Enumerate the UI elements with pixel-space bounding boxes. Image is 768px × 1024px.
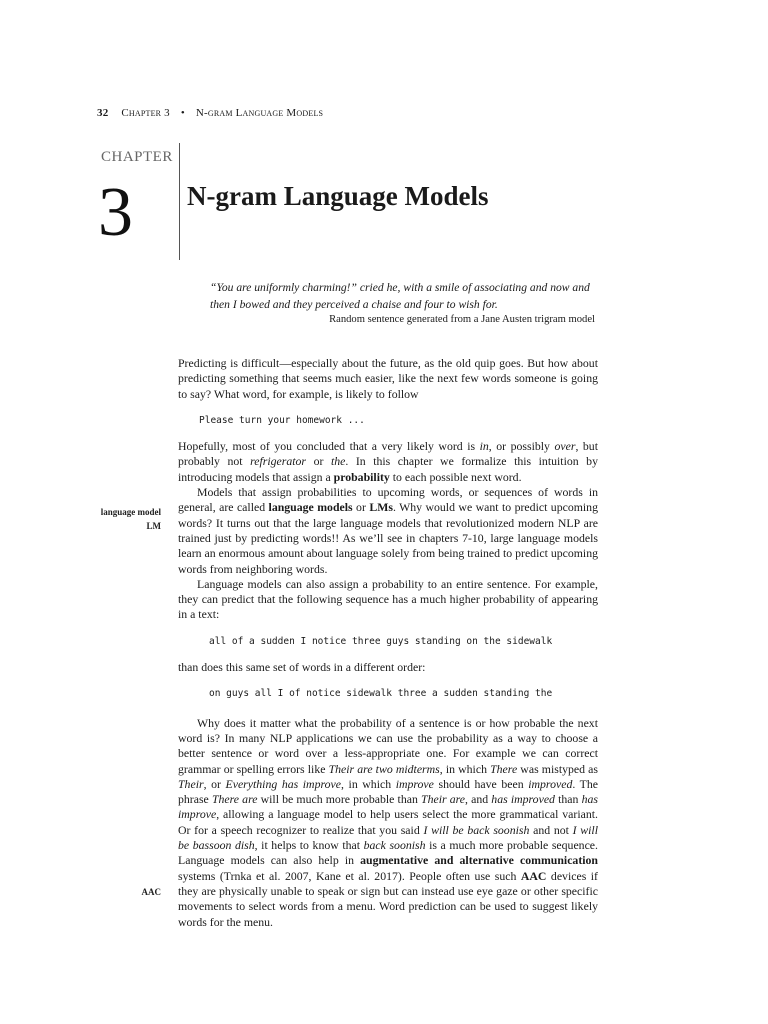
- running-head-separator: •: [180, 107, 185, 119]
- term-language-models: language models: [268, 500, 353, 515]
- code-example-sentence: all of a sudden I notice three guys standing on the sidewalk: [209, 635, 553, 647]
- chapter-number: 3: [98, 174, 133, 251]
- margin-note-lm: LM: [146, 521, 161, 531]
- paragraph-different-order: than does this same set of words in a different order:: [178, 660, 426, 675]
- margin-note-aac: AAC: [141, 887, 161, 897]
- term-aac-full: augmentative and alternative communication: [360, 853, 598, 868]
- code-example-scrambled: on guys all I of notice sidewalk three a sudden standing the: [209, 688, 553, 700]
- term-lms: LMs: [369, 500, 393, 515]
- paragraph-hopefully: Hopefully, most of you concluded that a very likely word is in, or possibly over, but probably not refrigerator or the. In this chapter we formalize this intuition by introducing models that assign a probability to each possible next word.: [178, 439, 598, 484]
- paragraph-intro: Predicting is difficult—especially about the future, as the old quip goes. But how about predicting something that seems much easier, like the next few words someone is going to say? What word, for example, is likely to follow: [178, 356, 598, 401]
- paragraph-sentence-probability: Language models can also assign a probability to an entire sentence. For example, they can predict that the following sequence has a much higher probability of appearing in a text:: [178, 576, 598, 622]
- paragraph-why-matters: Why does it matter what the probability of a sentence is or how probable the next word is? In many NLP applications we can use the probability as a way to choose a better sentence or word over a less-appropriate one. For example we can correct grammar or spelling errors like Their are two midterms, in which There was mistyped as Their, or Everything has improve, in which improve should have been improved. The phrase There are will be much more probable than Their are, and has improved than has improve, allowing a language model to help users select the more grammatical variant. Or for a speech recognizer to realize that you said I will be back soonish and not I will be bassoon dish, it helps to know that back soonish is a much more probable sequence. Language models can also help in augmentative and alternative communication systems (Trnka et al. 2007, Kane et al. 2017). People often use such AAC devices if they are physically unable to speak or sign but can instead use eye gaze or other specific movements to select words from a menu. Word prediction can be used to suggest likely words for the menu.: [178, 715, 598, 929]
- running-head-chapter: Chapter 3: [121, 107, 170, 119]
- epigraph-source: Random sentence generated from a Jane Austen trigram model: [329, 314, 595, 325]
- citation[interactable]: Trnka et al. 2007, Kane et al. 2017: [223, 868, 398, 883]
- margin-note-language-model: language model: [100, 507, 161, 517]
- running-head: [97, 107, 323, 119]
- code-example-homework: Please turn your homework ...: [199, 414, 365, 426]
- term-probability: probability: [333, 469, 390, 484]
- body-text: [178, 356, 598, 930]
- chapter-divider: [179, 143, 180, 260]
- term-aac: AAC: [520, 868, 547, 883]
- epigraph-quote: “You are uniformly charming!” cried he, with a smile of associating and now and then I bowed and they perceived a chaise and four to wish for.: [210, 281, 590, 311]
- chapter-label: CHAPTER: [101, 149, 173, 165]
- paragraph-models: Models that assign probabilities to upcoming words, or sequences of words in general, are called language models or LMs. Why would we want to predict upcoming words? It turns out that the large language models that revolutionized modern NLP are trained just by predicting words!! As we’ll see in chapters 7-10, large language models learn an enormous amount about language solely from being trained to predict upcoming words from neighboring words.: [178, 485, 598, 576]
- page-number: 32: [97, 107, 109, 119]
- chapter-title: N-gram Language Models: [187, 181, 489, 211]
- running-head-title: N-gram Language Models: [195, 107, 324, 119]
